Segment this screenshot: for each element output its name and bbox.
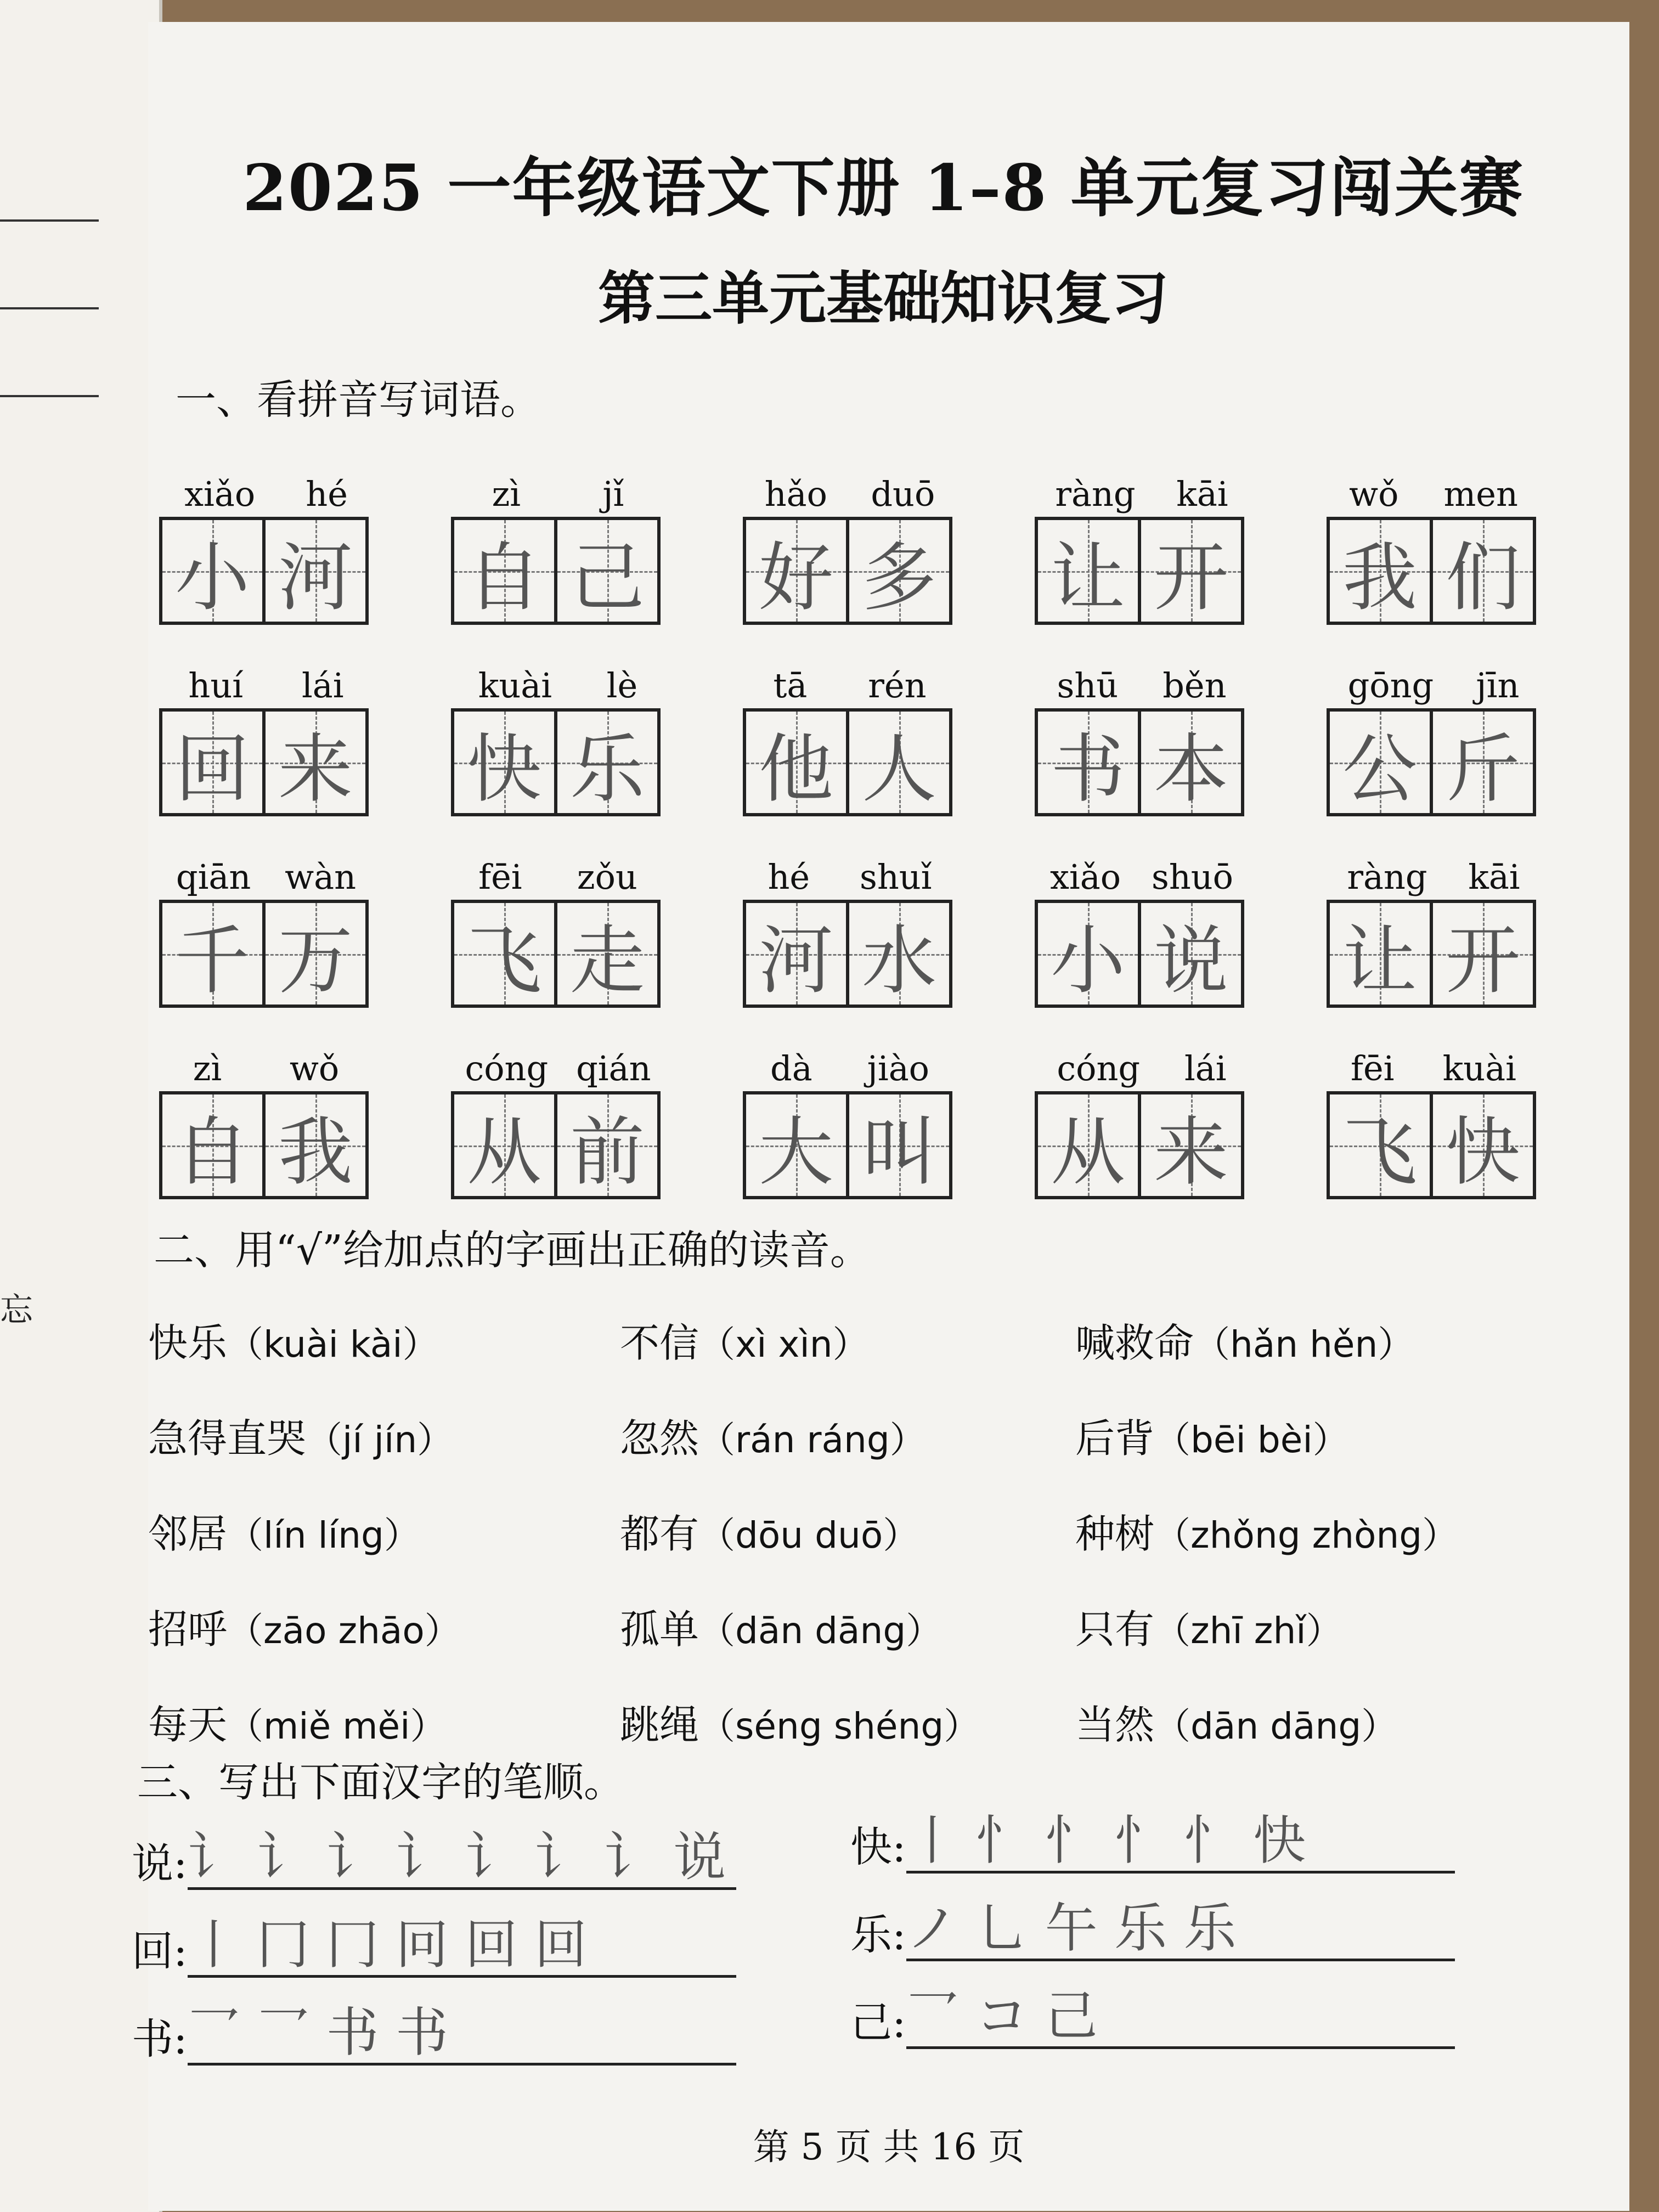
- pinyin-row: [743, 472, 957, 517]
- pronunciation-item[interactable]: [1075, 1502, 1629, 1559]
- writing-cell[interactable]: [266, 712, 365, 813]
- writing-cell[interactable]: [557, 712, 657, 813]
- pinyin-syllable: cóng: [1057, 1048, 1141, 1088]
- pinyin-syllable: tā: [773, 665, 808, 706]
- pinyin-row: [159, 855, 373, 900]
- stroke-order-label: 说:: [132, 1839, 188, 1888]
- handwritten-char: 们: [1446, 534, 1520, 622]
- writing-boxes: [451, 517, 661, 625]
- pronunciation-item[interactable]: [1075, 1407, 1629, 1464]
- writing-cell[interactable]: [1038, 1094, 1141, 1196]
- pinyin-syllable: hé: [306, 474, 348, 514]
- pronunciation-word: 后背: [1075, 1415, 1155, 1462]
- stroke-order-label: 己:: [850, 1998, 906, 2047]
- handwritten-char: 河: [278, 534, 353, 622]
- section2-heading: 二、用“√”给加点的字画出正确的读音。: [154, 1227, 871, 1274]
- stroke-order-row: [850, 1986, 1455, 2049]
- pinyin-card: [159, 663, 373, 816]
- pinyin-card: [159, 1046, 373, 1199]
- writing-cell[interactable]: [1330, 520, 1433, 622]
- pinyin-card: [743, 472, 957, 625]
- pronunciation-item[interactable]: [620, 1311, 1075, 1368]
- pinyin-row: [451, 663, 665, 708]
- stroke-order-answer[interactable]: 乛 コ 己: [906, 1986, 1455, 2049]
- pinyin-syllable: huí: [188, 665, 244, 706]
- handwritten-char: 他: [759, 726, 833, 813]
- pinyin-row: [1035, 663, 1249, 708]
- pronunciation-word: 急得直哭: [148, 1415, 307, 1462]
- handwritten-char: 让: [1342, 917, 1417, 1005]
- writing-cell[interactable]: [1141, 903, 1241, 1005]
- pronunciation-options: （dān dāng）: [1154, 1705, 1398, 1747]
- stroke-order-label: 乐:: [850, 1910, 906, 1959]
- pinyin-syllable: ràng: [1347, 857, 1427, 897]
- pronunciation-options: （kuài kài）: [227, 1323, 439, 1365]
- writing-cell[interactable]: [1330, 903, 1433, 1005]
- stroke-order-answer[interactable]: ノ 乚 午 乐 乐: [906, 1898, 1455, 1961]
- pinyin-syllable: hé: [768, 857, 810, 897]
- handwritten-char: 本: [1154, 726, 1228, 813]
- pinyin-card: [1327, 472, 1541, 625]
- pinyin-syllable: men: [1443, 474, 1518, 514]
- pronunciation-word: 不信: [620, 1320, 699, 1366]
- writing-cell[interactable]: [849, 712, 949, 813]
- pinyin-syllable: jiào: [867, 1048, 929, 1088]
- pronunciation-options: （jí jín）: [306, 1419, 454, 1461]
- stroke-order-row: [132, 2002, 736, 2066]
- pinyin-card: [743, 663, 957, 816]
- writing-boxes: [743, 1091, 952, 1199]
- pinyin-card: [159, 855, 373, 1008]
- stroke-order-answer[interactable]: 乛 乛 书 书: [188, 2002, 736, 2066]
- handwritten-char: 万: [278, 917, 353, 1005]
- pronunciation-options: （bēi bèi）: [1154, 1419, 1349, 1461]
- pinyin-syllable: jīn: [1476, 665, 1520, 706]
- pronunciation-word: 孤单: [620, 1606, 699, 1652]
- pronunciation-item[interactable]: [148, 1502, 620, 1559]
- writing-cell[interactable]: [1433, 1094, 1533, 1196]
- writing-boxes: [1327, 708, 1536, 816]
- pronunciation-item[interactable]: [1075, 1598, 1629, 1655]
- section3-heading: 三、写出下面汉字的笔顺。: [137, 1759, 624, 1806]
- pronunciation-item[interactable]: [1075, 1311, 1629, 1368]
- pinyin-syllable: kuài: [478, 665, 552, 706]
- pronunciation-item[interactable]: [148, 1693, 620, 1750]
- writing-cell[interactable]: [849, 520, 949, 622]
- writing-cell[interactable]: [746, 903, 849, 1005]
- handwritten-char: 千: [175, 917, 250, 1005]
- writing-boxes: [159, 1091, 369, 1199]
- section1-heading: 一、看拼音写词语。: [176, 376, 541, 424]
- stroke-order-row: [850, 1898, 1455, 1961]
- writing-boxes: [1327, 517, 1536, 625]
- handwritten-char: 公: [1342, 726, 1417, 813]
- stroke-order-answer[interactable]: 丨 冂 冂 冋 回 回: [188, 1915, 736, 1978]
- pinyin-row: [743, 1046, 957, 1091]
- pinyin-card: [1035, 663, 1249, 816]
- pronunciation-word: 忽然: [620, 1415, 699, 1462]
- pronunciation-item[interactable]: [1075, 1693, 1629, 1750]
- pronunciation-item[interactable]: [620, 1407, 1075, 1464]
- writing-cell[interactable]: [266, 520, 365, 622]
- pinyin-syllable: xiǎo: [184, 474, 256, 514]
- writing-boxes: [159, 517, 369, 625]
- writing-cell[interactable]: [1141, 1094, 1241, 1196]
- handwritten-char: 飞: [467, 917, 541, 1005]
- pinyin-syllable: lè: [606, 665, 638, 706]
- pinyin-row: [1327, 472, 1541, 517]
- handwritten-char: 斤: [1446, 726, 1520, 813]
- pronunciation-word: 跳绳: [620, 1702, 699, 1748]
- page-subtitle: 第三单元基础知识复习: [597, 264, 1169, 332]
- writing-boxes: [1035, 517, 1244, 625]
- pinyin-syllable: shuō: [1152, 857, 1234, 897]
- writing-boxes: [1327, 1091, 1536, 1199]
- pinyin-syllable: rén: [868, 665, 927, 706]
- handwritten-char: 从: [1051, 1109, 1125, 1196]
- left-page-rule: [0, 307, 99, 309]
- handwritten-char: 来: [278, 726, 353, 813]
- writing-boxes: [451, 708, 661, 816]
- writing-boxes: [1327, 900, 1536, 1008]
- pinyin-row: [1035, 472, 1249, 517]
- pronunciation-options: （dōu duō）: [699, 1514, 919, 1556]
- pinyin-syllable: běn: [1163, 665, 1227, 706]
- handwritten-char: 开: [1154, 534, 1228, 622]
- pinyin-card: [451, 663, 665, 816]
- pronunciation-word: 当然: [1075, 1702, 1155, 1748]
- pinyin-row: [159, 1046, 373, 1091]
- pinyin-syllable: zì: [193, 1048, 222, 1088]
- writing-cell[interactable]: [162, 903, 266, 1005]
- pinyin-card: [451, 855, 665, 1008]
- pronunciation-word: 每天: [148, 1702, 228, 1748]
- writing-cell[interactable]: [454, 903, 557, 1005]
- pinyin-syllable: shuǐ: [860, 857, 932, 897]
- writing-cell[interactable]: [746, 1094, 849, 1196]
- pinyin-row: [1035, 855, 1249, 900]
- handwritten-char: 水: [862, 917, 936, 1005]
- writing-cell[interactable]: [162, 1094, 266, 1196]
- writing-cell[interactable]: [849, 1094, 949, 1196]
- pinyin-row: [1327, 1046, 1541, 1091]
- handwritten-char: 自: [175, 1109, 250, 1196]
- handwritten-char: 多: [862, 534, 936, 622]
- left-page-rule: [0, 219, 99, 222]
- pinyin-row: [1035, 1046, 1249, 1091]
- pinyin-syllable: qiān: [176, 857, 251, 897]
- handwritten-char: 前: [570, 1109, 645, 1196]
- pinyin-syllable: xiǎo: [1049, 857, 1121, 897]
- pinyin-syllable: kāi: [1176, 474, 1228, 514]
- pinyin-syllable: dà: [770, 1048, 812, 1088]
- pinyin-syllable: kāi: [1468, 857, 1520, 897]
- pinyin-card: [451, 1046, 665, 1199]
- handwritten-char: 河: [759, 917, 833, 1005]
- pronunciation-item[interactable]: [148, 1407, 620, 1464]
- pronunciation-options: （zhī zhǐ）: [1154, 1610, 1342, 1652]
- handwritten-char: 好: [759, 534, 833, 622]
- pronunciation-word: 喊救命: [1075, 1320, 1194, 1366]
- writing-cell[interactable]: [266, 1094, 365, 1196]
- stroke-order-label: 书:: [132, 2015, 188, 2063]
- pronunciation-options: （séng shéng）: [699, 1705, 980, 1747]
- handwritten-char: 乐: [570, 726, 645, 813]
- pinyin-syllable: qián: [576, 1048, 651, 1088]
- writing-cell[interactable]: [454, 520, 557, 622]
- writing-cell[interactable]: [1038, 712, 1141, 813]
- stroke-order-label: 快:: [850, 1822, 906, 1871]
- pinyin-syllable: cóng: [465, 1048, 549, 1088]
- pronunciation-item[interactable]: [148, 1598, 620, 1655]
- pinyin-card: [1035, 1046, 1249, 1199]
- handwritten-char: 快: [1446, 1109, 1520, 1196]
- pinyin-syllable: zǒu: [577, 857, 637, 897]
- pinyin-syllable: gōng: [1347, 665, 1434, 706]
- writing-cell[interactable]: [162, 712, 266, 813]
- pinyin-card: [1327, 663, 1541, 816]
- stroke-order-row: [850, 1810, 1455, 1874]
- writing-cell[interactable]: [746, 520, 849, 622]
- pinyin-syllable: jǐ: [602, 474, 624, 514]
- handwritten-char: 回: [175, 726, 250, 813]
- pinyin-syllable: ràng: [1055, 474, 1136, 514]
- handwritten-char: 小: [1051, 917, 1125, 1005]
- pinyin-row: [451, 855, 665, 900]
- writing-boxes: [451, 1091, 661, 1199]
- writing-cell[interactable]: [849, 903, 949, 1005]
- pinyin-syllable: lái: [1184, 1048, 1227, 1088]
- left-page-rule: [0, 395, 99, 397]
- pinyin-card: [451, 472, 665, 625]
- pronunciation-options: （miě měi）: [227, 1705, 447, 1747]
- pinyin-syllable: wàn: [285, 857, 357, 897]
- handwritten-char: 让: [1051, 534, 1125, 622]
- pinyin-card: [1035, 855, 1249, 1008]
- pinyin-syllable: kuài: [1442, 1048, 1516, 1088]
- pronunciation-options: （hǎn hěn）: [1194, 1323, 1414, 1365]
- pinyin-card: [743, 855, 957, 1008]
- pronunciation-word: 招呼: [148, 1606, 228, 1652]
- pronunciation-item[interactable]: [148, 1311, 620, 1368]
- pronunciation-word: 种树: [1075, 1511, 1155, 1557]
- pronunciation-options: （xì xìn）: [699, 1323, 869, 1365]
- pinyin-syllable: wǒ: [289, 1048, 340, 1088]
- stroke-order-row: [132, 1827, 736, 1890]
- handwritten-char: 自: [467, 534, 541, 622]
- writing-cell[interactable]: [266, 903, 365, 1005]
- writing-boxes: [743, 517, 952, 625]
- writing-boxes: [159, 900, 369, 1008]
- handwritten-char: 飞: [1342, 1109, 1417, 1196]
- pronunciation-options: （zhǒng zhòng）: [1154, 1514, 1459, 1556]
- page-title: 2025 一年级语文下册 1–8 单元复习闯关赛: [242, 151, 1524, 225]
- stroke-order-row: [132, 1915, 736, 1978]
- pronunciation-word: 邻居: [148, 1511, 228, 1557]
- handwritten-char: 人: [862, 726, 936, 813]
- writing-cell[interactable]: [1433, 903, 1533, 1005]
- writing-boxes: [1035, 1091, 1244, 1199]
- pinyin-card: [1327, 1046, 1541, 1199]
- writing-cell[interactable]: [557, 520, 657, 622]
- handwritten-char: 书: [1051, 726, 1125, 813]
- pinyin-row: [1327, 663, 1541, 708]
- pronunciation-word: 快乐: [148, 1320, 228, 1366]
- writing-cell[interactable]: [454, 712, 557, 813]
- pronunciation-options: （lín líng）: [227, 1514, 420, 1556]
- writing-cell[interactable]: [1433, 712, 1533, 813]
- writing-boxes: [1035, 708, 1244, 816]
- pronunciation-options: （rán ráng）: [699, 1419, 926, 1461]
- writing-cell[interactable]: [162, 520, 266, 622]
- writing-boxes: [451, 900, 661, 1008]
- handwritten-char: 快: [467, 726, 541, 813]
- pinyin-card: [743, 1046, 957, 1199]
- writing-cell[interactable]: [1330, 1094, 1433, 1196]
- writing-cell[interactable]: [1433, 520, 1533, 622]
- writing-cell[interactable]: [454, 1094, 557, 1196]
- pronunciation-word: 只有: [1075, 1606, 1155, 1652]
- pinyin-syllable: shū: [1057, 665, 1119, 706]
- stroke-order-answer[interactable]: 讠 讠 讠 讠 讠 讠 讠 说: [188, 1827, 736, 1890]
- pinyin-row: [743, 663, 957, 708]
- writing-boxes: [159, 708, 369, 816]
- handwritten-char: 大: [759, 1109, 833, 1196]
- pronunciation-word: 都有: [620, 1511, 699, 1557]
- worksheet-page: [132, 22, 1629, 2211]
- writing-cell[interactable]: [1038, 903, 1141, 1005]
- pinyin-row: [159, 663, 373, 708]
- handwritten-char: 从: [467, 1109, 541, 1196]
- pinyin-syllable: duō: [871, 474, 935, 514]
- pronunciation-item[interactable]: [620, 1693, 1075, 1750]
- handwritten-char: 走: [570, 917, 645, 1005]
- pronunciation-list: [148, 1311, 1629, 1750]
- pinyin-syllable: wǒ: [1349, 474, 1399, 514]
- pinyin-card: [159, 472, 373, 625]
- writing-cell[interactable]: [557, 1094, 657, 1196]
- writing-boxes: [743, 900, 952, 1008]
- page-footer: 第 5 页 共 16 页: [753, 2126, 1025, 2168]
- handwritten-char: 说: [1154, 917, 1228, 1005]
- pronunciation-options: （zāo zhāo）: [227, 1610, 461, 1652]
- handwritten-char: 来: [1154, 1109, 1228, 1196]
- pinyin-syllable: lái: [301, 665, 344, 706]
- handwritten-char: 开: [1446, 917, 1520, 1005]
- handwritten-char: 我: [278, 1109, 353, 1196]
- writing-cell[interactable]: [1141, 712, 1241, 813]
- pinyin-row: [1327, 855, 1541, 900]
- pronunciation-options: （dān dāng）: [699, 1610, 943, 1652]
- pinyin-syllable: hǎo: [764, 474, 827, 514]
- writing-boxes: [1035, 900, 1244, 1008]
- writing-boxes: [743, 708, 952, 816]
- stroke-order-answer[interactable]: 丨 忄 忄 忄 忄 快: [906, 1810, 1455, 1874]
- writing-cell[interactable]: [557, 903, 657, 1005]
- pronunciation-item[interactable]: [620, 1598, 1075, 1655]
- pinyin-syllable: fēi: [1351, 1048, 1395, 1088]
- writing-cell[interactable]: [1038, 520, 1141, 622]
- handwritten-char: 小: [175, 534, 250, 622]
- handwritten-char: 叫: [862, 1109, 936, 1196]
- writing-cell[interactable]: [1141, 520, 1241, 622]
- pinyin-card: [1327, 855, 1541, 1008]
- writing-cell[interactable]: [746, 712, 849, 813]
- pinyin-syllable: fēi: [478, 857, 522, 897]
- stroke-order-label: 回:: [132, 1927, 188, 1976]
- pinyin-row: [159, 472, 373, 517]
- pinyin-row: [451, 472, 665, 517]
- left-page-char: 忘: [0, 1291, 33, 1329]
- pinyin-row: [451, 1046, 665, 1091]
- pinyin-syllable: zì: [492, 474, 521, 514]
- pronunciation-item[interactable]: [620, 1502, 1075, 1559]
- pinyin-card: [1035, 472, 1249, 625]
- pinyin-grid: [159, 472, 1618, 1199]
- pinyin-row: [743, 855, 957, 900]
- writing-cell[interactable]: [1330, 712, 1433, 813]
- handwritten-char: 我: [1342, 534, 1417, 622]
- handwritten-char: 己: [570, 534, 645, 622]
